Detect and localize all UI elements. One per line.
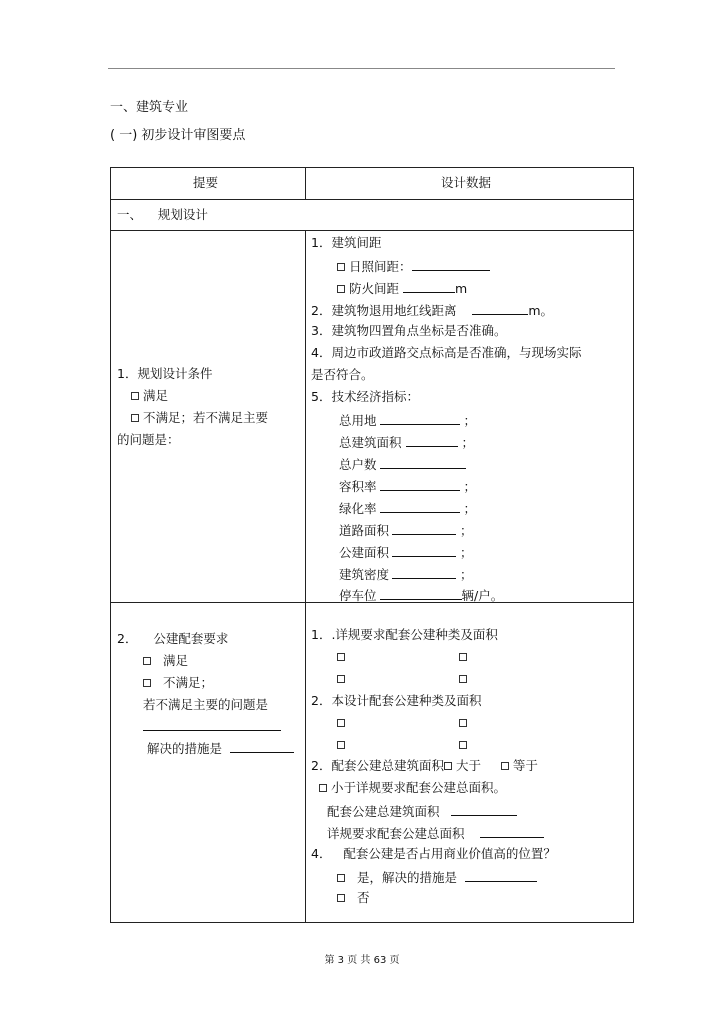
checkbox-icon[interactable] bbox=[459, 741, 467, 749]
fill-blank[interactable] bbox=[380, 499, 460, 513]
problem-blank[interactable] bbox=[143, 717, 281, 735]
fill-blank[interactable] bbox=[451, 802, 517, 816]
road-elevation-line2: 是否符合。 bbox=[311, 367, 374, 382]
option-less-than: 小于详规要求配套公建总面积。 bbox=[319, 780, 506, 796]
checkbox-pair bbox=[337, 715, 471, 731]
commercial-position-question: 4． 配套公建是否占用商业价值高的位置？ bbox=[311, 846, 556, 861]
indicator-public-area: 公建面积 ； bbox=[339, 545, 473, 560]
indicator-floor-area: 总建筑面积 ； bbox=[339, 435, 475, 450]
indicator-households: 总户数 bbox=[339, 455, 466, 473]
problem-label: 的问题是： bbox=[117, 432, 180, 447]
option-satisfied[interactable]: 满足 bbox=[131, 388, 168, 404]
fill-blank[interactable] bbox=[392, 565, 456, 579]
fill-blank[interactable] bbox=[380, 586, 462, 600]
table-rule bbox=[111, 199, 633, 200]
indicator-land-area: 总用地 ； bbox=[339, 413, 477, 428]
checkbox-icon[interactable] bbox=[459, 719, 467, 727]
road-elevation-line1: 4．周边市政道路交点标高是否准确，与现场实际 bbox=[311, 345, 582, 360]
checkbox-icon[interactable] bbox=[337, 741, 345, 749]
fill-blank[interactable] bbox=[230, 739, 294, 753]
review-table bbox=[110, 167, 634, 923]
fill-blank[interactable] bbox=[465, 868, 537, 882]
fill-blank[interactable] bbox=[403, 279, 455, 293]
option-no: 否 bbox=[337, 890, 369, 906]
indicator-road-area: 道路面积 ； bbox=[339, 523, 473, 538]
checkbox-icon[interactable] bbox=[337, 653, 345, 661]
checkbox-icon[interactable] bbox=[131, 414, 139, 422]
option-not-satisfied-2[interactable]: 不满足； bbox=[143, 675, 213, 691]
option-yes: 是，解决的措施是 bbox=[337, 868, 537, 886]
section-title: 一、建筑专业 bbox=[110, 100, 189, 115]
public-total-area: 配套公建总建筑面积 bbox=[327, 802, 517, 820]
measure-label: 解决的措施是 bbox=[147, 739, 294, 757]
checkbox-icon[interactable] bbox=[337, 874, 345, 882]
fill-blank[interactable] bbox=[392, 543, 456, 557]
header-rule bbox=[108, 68, 615, 69]
planning-conditions-title: 1．规划设计条件 bbox=[117, 366, 213, 381]
fill-blank[interactable] bbox=[472, 301, 528, 315]
checkbox-icon[interactable] bbox=[143, 657, 151, 665]
checkbox-pair bbox=[337, 649, 471, 665]
checkbox-icon[interactable] bbox=[444, 762, 452, 770]
option-not-satisfied[interactable]: 不满足；若不满足主要 bbox=[131, 410, 268, 426]
fire-spacing: 防火间距 m bbox=[337, 279, 467, 297]
fill-blank[interactable] bbox=[380, 455, 466, 469]
checkbox-icon[interactable] bbox=[337, 894, 345, 902]
fill-blank[interactable] bbox=[480, 824, 544, 838]
total-area-compare: 2．配套公建总建筑面积 大于 等于 bbox=[311, 758, 538, 773]
header-summary: 提要 bbox=[193, 175, 219, 190]
page-footer: 第 3 页 共 63 页 bbox=[324, 955, 400, 966]
checkbox-icon[interactable] bbox=[501, 762, 509, 770]
checkbox-icon[interactable] bbox=[337, 675, 345, 683]
checkbox-icon[interactable] bbox=[131, 392, 139, 400]
fill-blank[interactable] bbox=[392, 521, 456, 535]
checkbox-icon[interactable] bbox=[459, 675, 467, 683]
design-facilities: 2．本设计配套公建种类及面积 bbox=[311, 693, 482, 708]
subsection-title: ( 一) 初步设计审图要点 bbox=[110, 128, 246, 143]
indicator-green-rate: 绿化率 ； bbox=[339, 501, 477, 516]
item-building-spacing: 1．建筑间距 bbox=[311, 235, 382, 250]
option-satisfied-2[interactable]: 满足 bbox=[143, 653, 188, 669]
indicator-parking: 停车位 辆/户。 bbox=[339, 588, 504, 603]
checkbox-icon[interactable] bbox=[459, 653, 467, 661]
checkbox-icon[interactable] bbox=[337, 719, 345, 727]
checkbox-icon[interactable] bbox=[337, 285, 345, 293]
redline-setback: 2．建筑物退用地红线距离 m。 bbox=[311, 303, 554, 318]
corner-coordinates: 3．建筑物四置角点坐标是否准确。 bbox=[311, 323, 507, 338]
fill-blank[interactable] bbox=[412, 257, 490, 271]
checkbox-icon[interactable] bbox=[143, 679, 151, 687]
group-title-planning: 一、 规划设计 bbox=[117, 207, 208, 222]
fill-blank[interactable] bbox=[380, 411, 460, 425]
indicator-density: 建筑密度 ； bbox=[339, 567, 473, 582]
table-rule bbox=[305, 168, 306, 199]
checkbox-pair bbox=[337, 737, 471, 753]
checkbox-icon[interactable] bbox=[337, 263, 345, 271]
indicator-far: 容积率 ； bbox=[339, 479, 477, 494]
header-design-data: 设计数据 bbox=[441, 175, 492, 190]
table-rule bbox=[305, 230, 306, 922]
table-rule bbox=[111, 230, 633, 231]
fill-blank[interactable] bbox=[380, 477, 460, 491]
public-facilities-title: 2． 公建配套要求 bbox=[117, 631, 229, 646]
plan-total-area: 详规要求配套公建总面积 bbox=[327, 824, 544, 842]
sunlight-spacing: 日照间距： bbox=[337, 257, 490, 275]
fill-blank[interactable] bbox=[406, 433, 458, 447]
tech-indicators-title: 5．技术经济指标： bbox=[311, 389, 419, 404]
checkbox-pair bbox=[337, 671, 471, 687]
plan-required-facilities: 1．.详规要求配套公建种类及面积 bbox=[311, 627, 498, 642]
checkbox-icon[interactable] bbox=[319, 784, 327, 792]
problem-label-2: 若不满足主要的问题是 bbox=[143, 697, 269, 712]
